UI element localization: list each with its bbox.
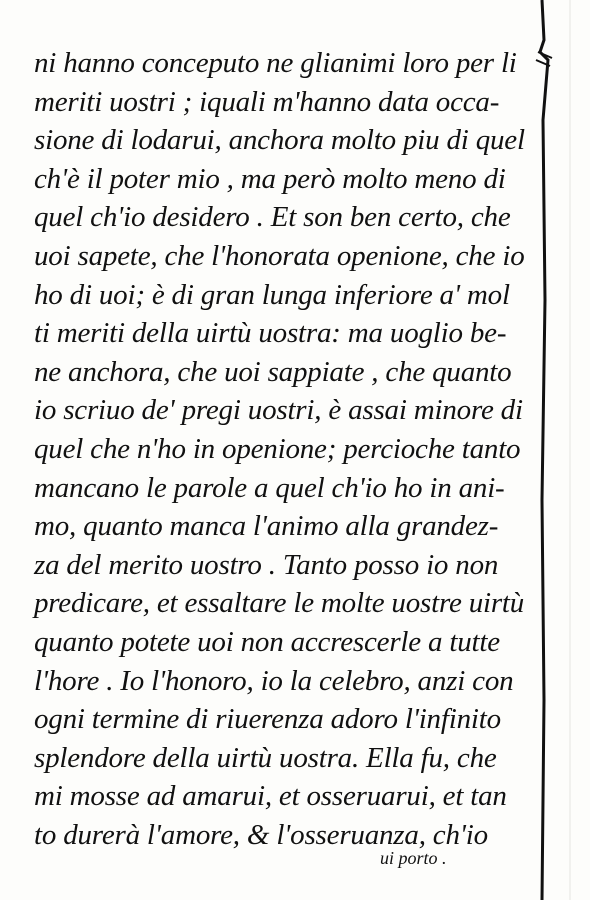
text-line: meriti uostri ; iquali m'hanno data occa-: [34, 85, 500, 118]
text-line: ho di uoi; è di gran lunga inferiore a' mol: [34, 278, 510, 311]
text-line: ch'è il poter mio , ma però molto meno di: [34, 162, 506, 195]
text-line: ogni termine di riuerenza adoro l'infinito: [34, 703, 501, 736]
text-line: ne anchora, che uoi sappiate , che quanto: [34, 355, 512, 388]
body-text: [34, 44, 525, 854]
text-line: mo, quanto manca l'animo alla grandez-: [34, 510, 499, 543]
binding-mark: [536, 52, 552, 66]
text-line: io scriuo de' pregi uostri, è assai minore di: [34, 394, 523, 427]
text-line: mancano le parole a quel ch'io ho in ani-: [34, 471, 505, 504]
text-line: quel che n'ho in openione; percioche tanto: [34, 432, 521, 465]
text-line: uoi sapete, che l'honorata openione, che io: [34, 239, 525, 272]
text-line: mi mosse ad amarui, et osseruarui, et tan: [34, 780, 507, 813]
text-line: l'hore . Io l'honoro, io la celebro, anzi con: [34, 664, 514, 697]
text-line: ni hanno conceputo ne glianimi loro per li: [34, 47, 517, 79]
catchword: ui porto .: [380, 848, 447, 868]
text-line: splendore della uirtù uostra. Ella fu, che: [34, 741, 497, 774]
text-line: to durerà l'amore, & l'osseruanza, ch'io: [34, 818, 488, 851]
binding-thread: [540, 0, 548, 900]
text-line: za del merito uostro . Tanto posso io non: [34, 548, 499, 581]
text-line: predicare, et essaltare le molte uostre uirtù: [34, 587, 525, 620]
binding-gutter: [530, 0, 590, 900]
text-line: quanto potete uoi non accrescerle a tutte: [34, 625, 500, 658]
text-line: quel ch'io desidero . Et son ben certo, che: [34, 201, 511, 234]
text-line: sione di lodarui, anchora molto piu di quel: [34, 124, 525, 157]
text-line: ti meriti della uirtù uostra: ma uoglio be-: [34, 317, 507, 350]
